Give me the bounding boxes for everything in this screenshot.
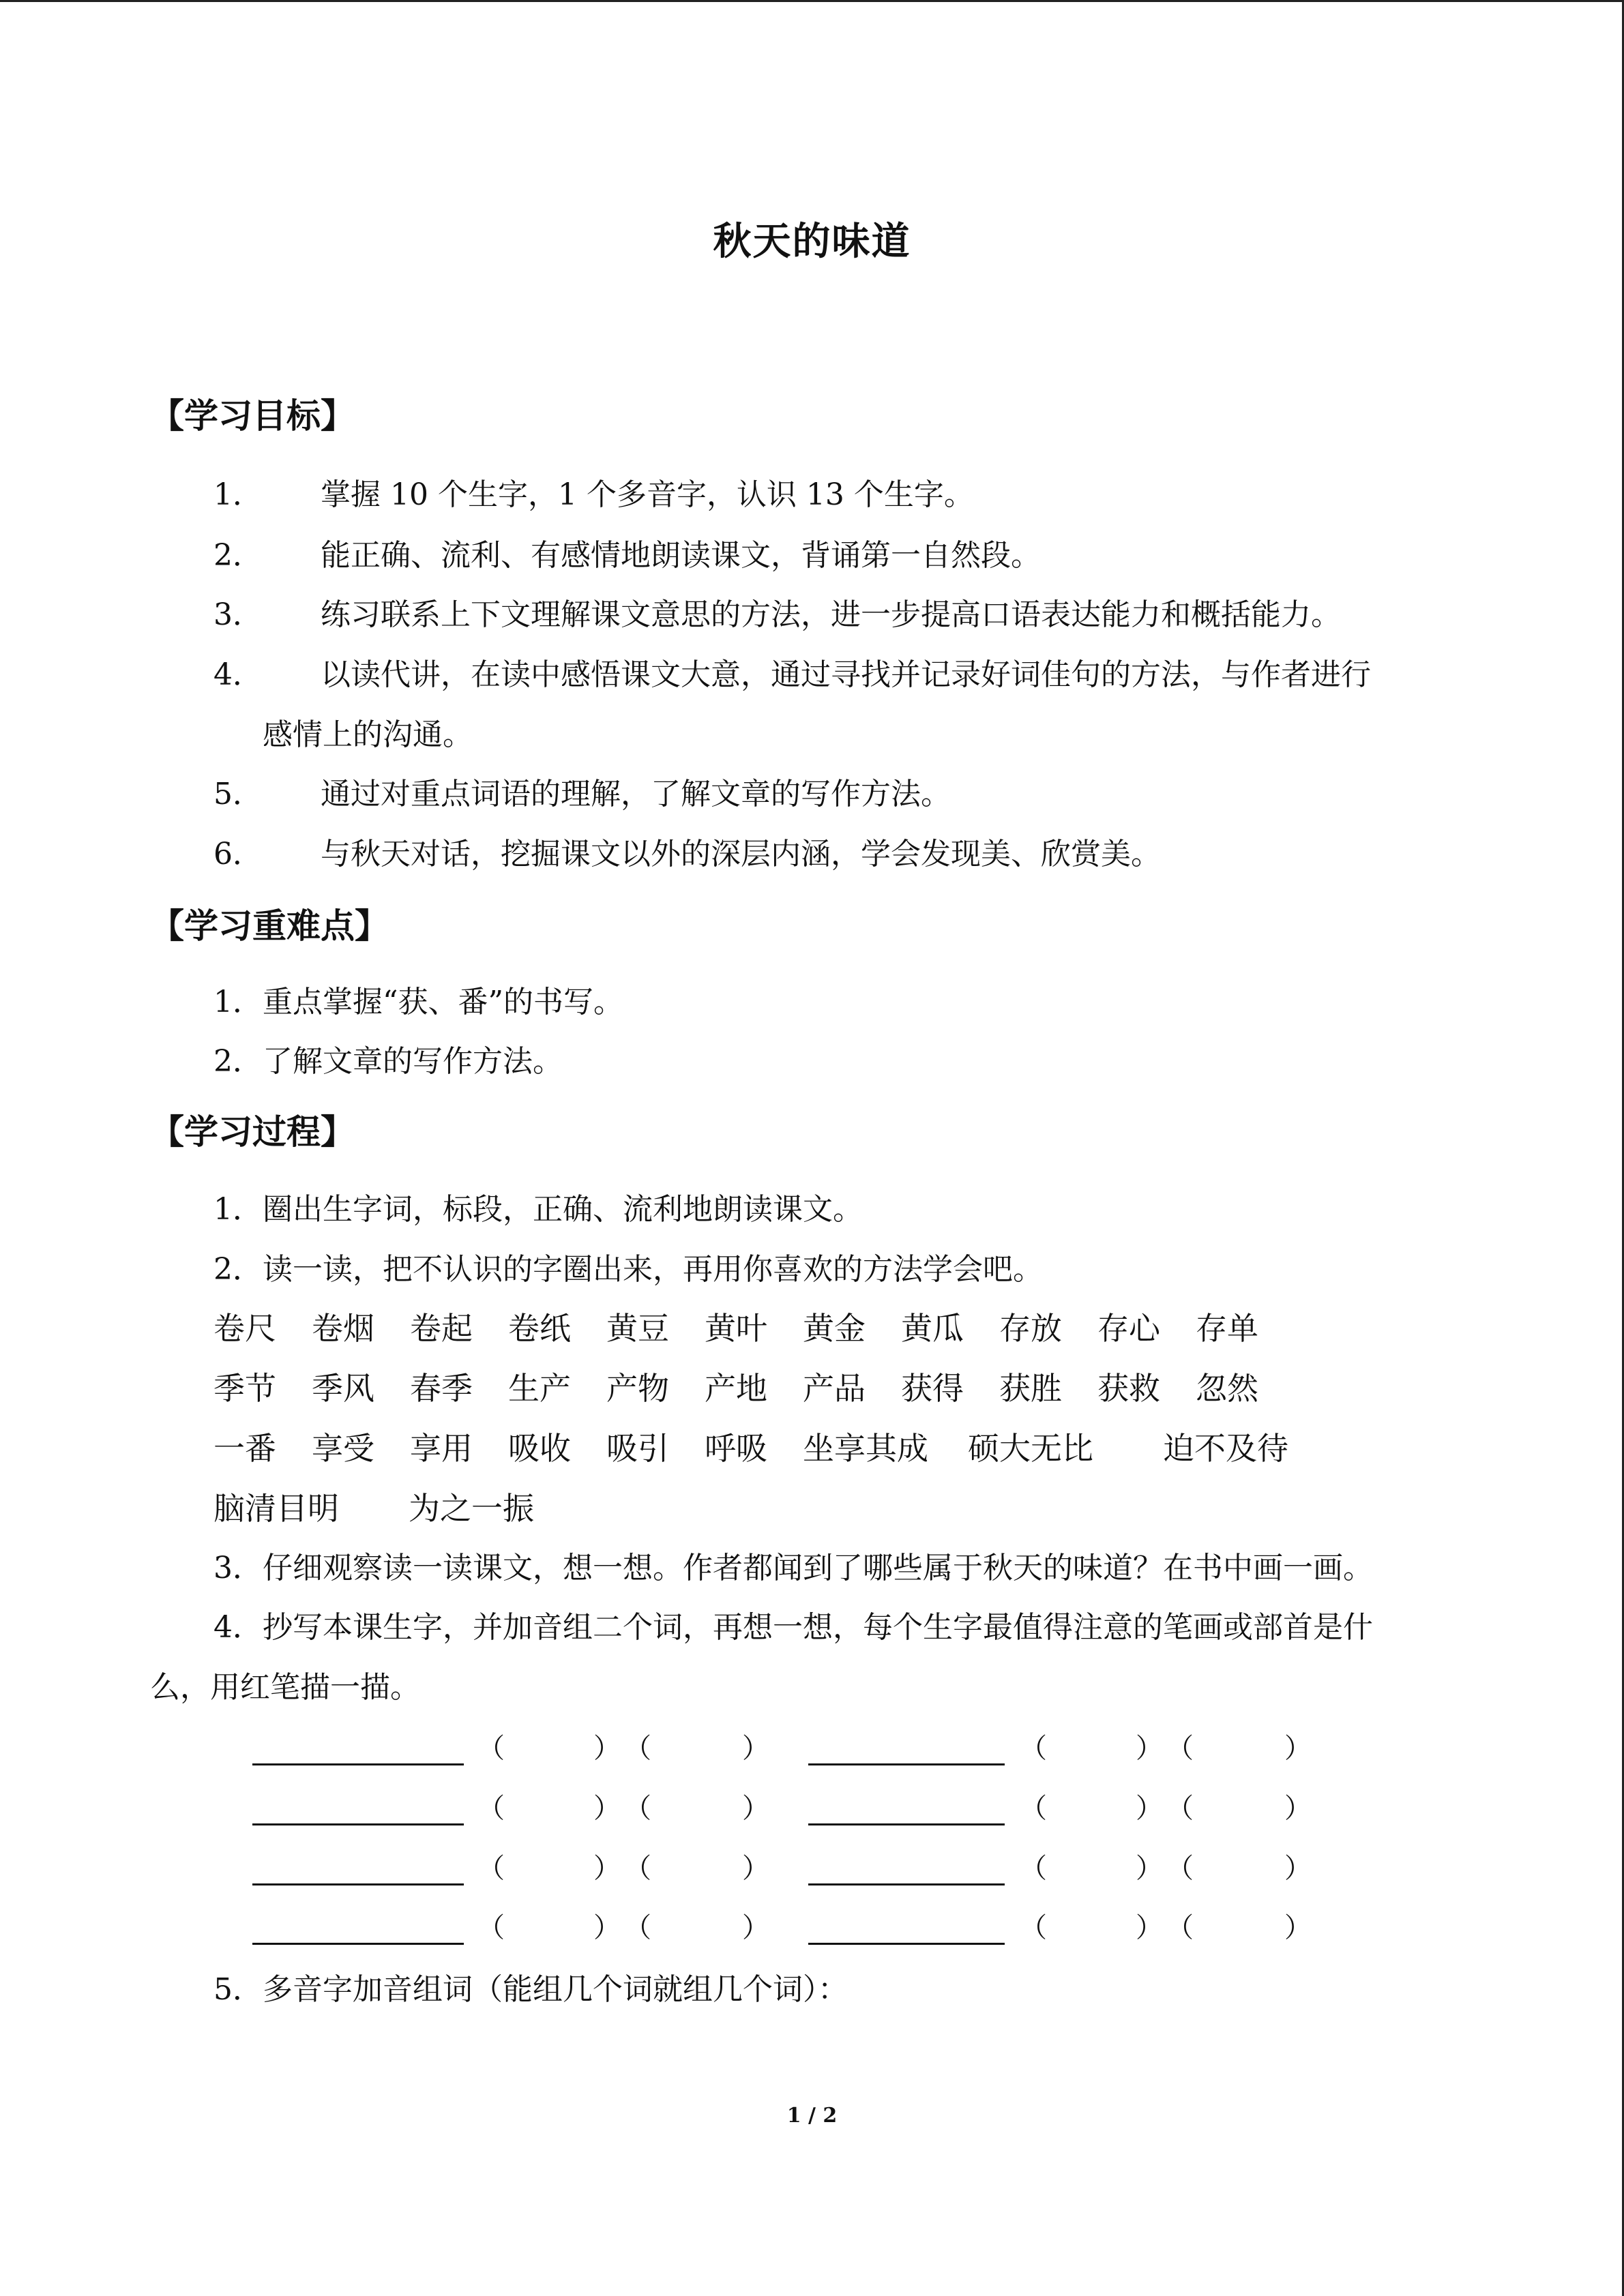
paren-open: （ (1020, 1853, 1047, 1884)
vocab-word: 获得 (901, 1370, 964, 1407)
paren-close: ） (1136, 1853, 1163, 1884)
objective-text: 掌握 10 个生字，1 个多音字，认识 13 个生字。 (321, 477, 974, 512)
character-blank[interactable] (808, 1823, 1005, 1825)
paren-close: ） (742, 1912, 769, 1943)
page-number: 1 / 2 (786, 2104, 838, 2128)
paren-close: ） (1284, 1733, 1312, 1764)
vocab-word: 产物 (606, 1370, 669, 1407)
paren-open: （ (1166, 1912, 1194, 1943)
vocab-word: 获救 (1097, 1370, 1160, 1407)
vocab-word: 黄金 (803, 1310, 866, 1347)
vocab-word: 卷起 (410, 1310, 473, 1347)
paren-open: （ (477, 1793, 505, 1824)
paren-open: （ (1020, 1912, 1047, 1943)
paren-open: （ (624, 1853, 651, 1884)
vocab-word: 黄叶 (705, 1310, 767, 1347)
objective-text: 与秋天对话，挖掘课文以外的深层内涵，学会发现美、欣赏美。 (321, 837, 1161, 871)
objective-number: 3． (213, 597, 263, 632)
character-blank[interactable] (252, 1763, 464, 1765)
character-blank[interactable] (808, 1883, 1005, 1885)
process-step-2: 2．读一读，把不认识的字圈出来，再用你喜欢的方法学会吧。 (213, 1252, 1043, 1287)
paren-open: （ (624, 1912, 651, 1943)
objective-number: 2． (213, 538, 263, 573)
paren-open: （ (1166, 1793, 1194, 1824)
character-blank[interactable] (252, 1823, 464, 1825)
vocab-word: 忽然 (1196, 1370, 1258, 1407)
objectives-heading: 【学习目标】 (150, 396, 355, 436)
vocab-word: 产地 (705, 1370, 767, 1407)
paren-close: ） (742, 1793, 769, 1824)
vocab-row (213, 1368, 1294, 1409)
vocab-row (213, 1428, 1327, 1469)
vocab-word: 坐享其成 (803, 1430, 928, 1467)
vocab-word: 享受 (312, 1430, 374, 1467)
vocab-word: 获胜 (999, 1370, 1062, 1407)
vocab-word: 春季 (410, 1370, 473, 1407)
vocab-word: 存放 (999, 1310, 1062, 1347)
vocab-word: 享用 (410, 1430, 473, 1467)
paren-close: ） (593, 1912, 621, 1943)
objective-number: 4． (213, 657, 263, 692)
paren-close: ） (1284, 1793, 1312, 1824)
vocab-word: 吸引 (606, 1430, 669, 1467)
process-step-1: 1．圈出生字词，标段，正确、流利地朗读课文。 (213, 1192, 863, 1227)
process-step-4-continued: 么，用红笔描一描。 (150, 1670, 420, 1705)
process-heading: 【学习过程】 (150, 1112, 355, 1152)
paren-close: ） (593, 1793, 621, 1824)
process-step-5: 5．多音字加音组词（能组几个词就组几个词）： (213, 1972, 848, 2007)
objective-text-continued: 感情上的沟通。 (263, 717, 473, 752)
key-points-heading: 【学习重难点】 (150, 906, 389, 946)
vocab-word: 呼吸 (705, 1430, 767, 1467)
writing-row (0, 1728, 1624, 1769)
objective-number: 1． (213, 477, 263, 512)
paren-open: （ (477, 1853, 505, 1884)
paren-close: ） (593, 1733, 621, 1764)
vocab-word: 一番 (213, 1430, 276, 1467)
character-blank[interactable] (252, 1943, 464, 1945)
paren-open: （ (477, 1912, 505, 1943)
paren-close: ） (593, 1853, 621, 1884)
paren-open: （ (624, 1733, 651, 1764)
vocab-word: 黄瓜 (901, 1310, 964, 1347)
character-blank[interactable] (808, 1763, 1005, 1765)
paren-open: （ (477, 1733, 505, 1764)
vocab-word: 脑清目明 (213, 1490, 339, 1527)
paren-close: ） (1284, 1853, 1312, 1884)
paren-open: （ (1166, 1733, 1194, 1764)
writing-row (0, 1848, 1624, 1889)
objective-number: 5． (213, 777, 263, 811)
paren-close: ） (742, 1733, 769, 1764)
vocab-word: 卷纸 (508, 1310, 571, 1347)
vocab-word: 迫不及待 (1163, 1430, 1288, 1467)
vocab-word: 吸收 (508, 1430, 571, 1467)
writing-row (0, 1788, 1624, 1829)
paren-close: ） (1284, 1912, 1312, 1943)
vocab-word: 产品 (803, 1370, 866, 1407)
vocab-row (213, 1488, 572, 1529)
vocab-word: 季风 (312, 1370, 374, 1407)
vocab-word: 硕大无比 (968, 1430, 1093, 1467)
vocab-word: 生产 (508, 1370, 571, 1407)
paren-open: （ (624, 1793, 651, 1824)
paren-close: ） (1136, 1793, 1163, 1824)
vocab-word: 存单 (1196, 1310, 1258, 1347)
character-blank[interactable] (808, 1943, 1005, 1945)
page-title: 秋天的味道 (713, 219, 911, 264)
process-step-3: 3．仔细观察读一读课文，想一想。作者都闻到了哪些属于秋天的味道？在书中画一画。 (213, 1551, 1373, 1585)
vocab-word: 卷烟 (312, 1310, 374, 1347)
paren-open: （ (1166, 1853, 1194, 1884)
paren-close: ） (1136, 1733, 1163, 1764)
vocab-word: 黄豆 (606, 1310, 669, 1347)
key-point-item: 2．了解文章的写作方法。 (213, 1044, 563, 1079)
character-blank[interactable] (252, 1883, 464, 1885)
key-point-item: 1．重点掌握“获、番”的书写。 (213, 985, 623, 1019)
paren-open: （ (1020, 1793, 1047, 1824)
paren-close: ） (1136, 1912, 1163, 1943)
writing-row (0, 1907, 1624, 1948)
objective-text: 以读代讲，在读中感悟课文大意，通过寻找并记录好词佳句的方法，与作者进行 (321, 657, 1371, 692)
objective-text: 能正确、流利、有感情地朗读课文，背诵第一自然段。 (321, 538, 1041, 573)
paren-close: ） (742, 1853, 769, 1884)
objective-text: 练习联系上下文理解课文意思的方法，进一步提高口语表达能力和概括能力。 (321, 597, 1341, 632)
objective-text: 通过对重点词语的理解，了解文章的写作方法。 (321, 777, 951, 811)
process-step-4: 4．抄写本课生字，并加音组二个词，再想一想，每个生字最值得注意的笔画或部首是什 (213, 1610, 1373, 1645)
paren-open: （ (1020, 1733, 1047, 1764)
vocab-row (213, 1308, 1294, 1349)
vocab-word: 为之一振 (409, 1490, 534, 1527)
vocab-word: 季节 (213, 1370, 276, 1407)
vocab-word: 卷尺 (213, 1310, 276, 1347)
vocab-word: 存心 (1097, 1310, 1160, 1347)
objective-number: 6． (213, 837, 263, 871)
page-border-top (0, 0, 1624, 2)
